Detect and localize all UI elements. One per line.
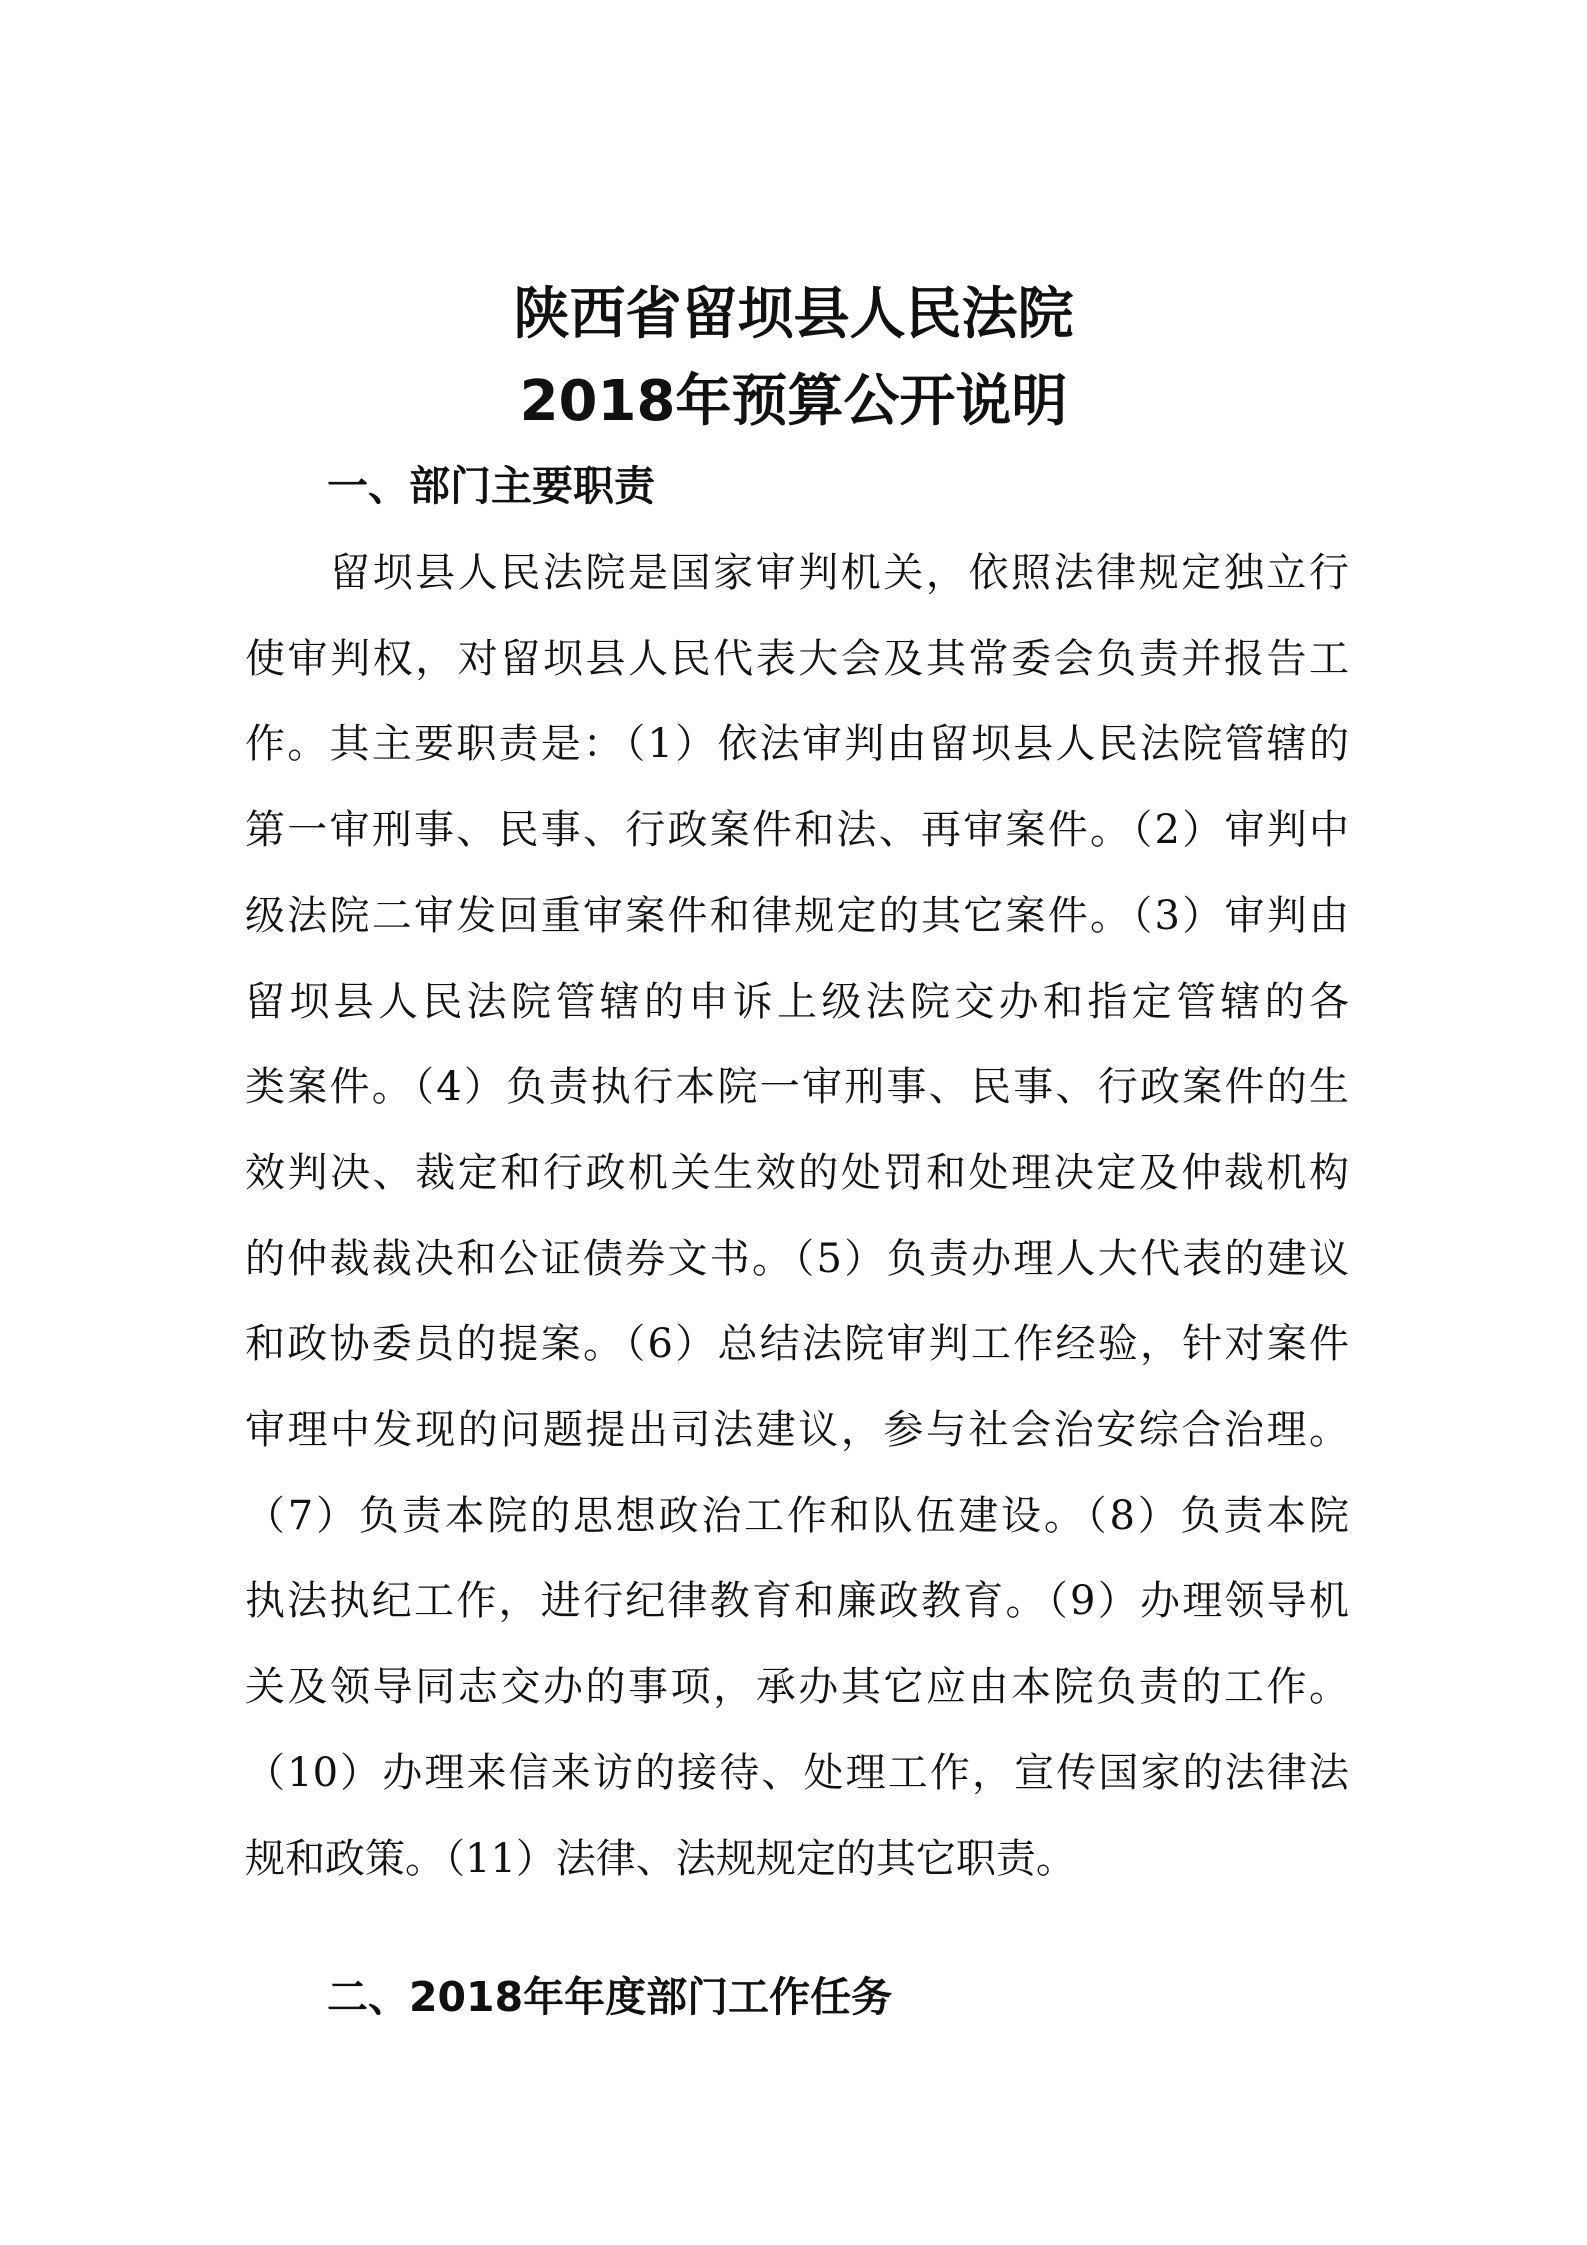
paragraph-line: （10）办理来信来访的接待、处理工作，宣传国家的法律法 <box>245 1749 1349 1796</box>
paragraph-line: 审理中发现的问题提出司法建议，参与社会治安综合治理。 <box>245 1407 1349 1453</box>
section-1-heading: 一、部门主要职责 <box>327 462 655 510</box>
paragraph-line: 级法院二审发回重审案件和律规定的其它案件。（3）审判由 <box>245 892 1349 939</box>
paragraph-line: 和政协委员的提案。（6）总结法院审判工作经验，针对案件 <box>245 1321 1349 1368</box>
paragraph-line: 的仲裁裁决和公证债券文书。（5）负责办理人大代表的建议 <box>245 1235 1349 1282</box>
document-title-line-1: 陕西省留坝县人民法院 <box>513 282 1074 347</box>
section-2-heading: 二、2018年年度部门工作任务 <box>327 1973 893 2021</box>
paragraph-line: 作。其主要职责是：（1）依法审判由留坝县人民法院管辖的 <box>245 721 1349 768</box>
paragraph-line: （7）负责本院的思想政治工作和队伍建设。（8）负责本院 <box>245 1492 1349 1539</box>
paragraph-line: 使审判权，对留坝县人民代表大会及其常委会负责并报告工 <box>245 635 1349 682</box>
paragraph-line: 类案件。（4）负责执行本院一审刑事、民事、行政案件的生 <box>245 1064 1349 1111</box>
paragraph-line: 执法执纪工作，进行纪律教育和廉政教育。（9）办理领导机 <box>245 1578 1349 1625</box>
paragraph-line: 效判决、裁定和行政机关生效的处罚和处理决定及仲裁机构 <box>245 1149 1349 1196</box>
paragraph-line: 留坝县人民法院管辖的申诉上级法院交办和指定管辖的各 <box>245 978 1349 1025</box>
paragraph-line: 留坝县人民法院是国家审判机关，依照法律规定独立行 <box>330 550 1349 596</box>
paragraph-line: 关及领导同志交办的事项，承办其它应由本院负责的工作。 <box>245 1664 1349 1711</box>
paragraph-line: 规和政策。（11）法律、法规规定的其它职责。 <box>245 1835 1076 1882</box>
document-title-line-2: 2018年预算公开说明 <box>519 369 1068 434</box>
paragraph-line: 第一审刑事、民事、行政案件和法、再审案件。（2）审判中 <box>245 807 1349 854</box>
